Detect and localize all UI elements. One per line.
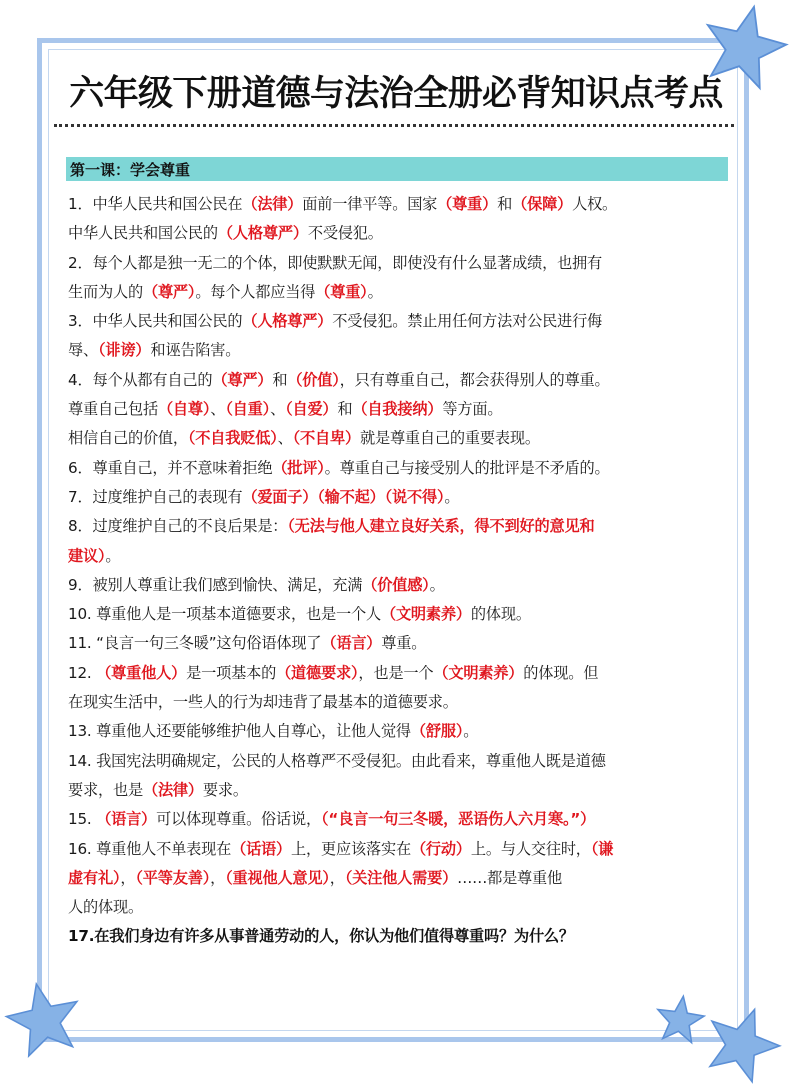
text-line: [68, 542, 730, 571]
answer-text: （道德要求）: [276, 663, 359, 682]
answer-text: （价值感）: [362, 575, 430, 594]
answer-text: （话语）: [231, 839, 292, 858]
text-line: [68, 366, 730, 395]
answer-text: （自尊）: [157, 400, 211, 419]
body-text: 的体现。但: [523, 663, 599, 682]
body-text: 13. 尊重他人还要能够维护他人自尊心，让他人觉得: [68, 722, 411, 741]
body-text: 、: [270, 400, 286, 419]
body-text: 4．每个从都有自己的: [68, 370, 213, 389]
body-text: 11. “良言一句三冬暖”这句俗语体现了: [68, 634, 322, 653]
body-text: ……都是尊重他: [457, 868, 563, 887]
answer-text: （无法与他人建立良好关系，得不到好的意见和: [287, 517, 595, 536]
answer-text: （诽谤）: [97, 341, 151, 360]
answer-text: （尊严）: [212, 370, 273, 389]
answer-text: （法律）: [142, 780, 203, 799]
body-text: 。尊重自己与接受别人的批评是不矛盾的。: [324, 458, 610, 477]
text-line: [68, 512, 730, 541]
body-text: 10. 尊重他人是一项基本道德要求，也是一个人: [68, 605, 381, 624]
body-text: 和: [337, 400, 353, 419]
body-text: 9．被别人尊重让我们感到愉快、满足，充满: [68, 575, 363, 594]
body-text: 。每个人都应当得: [195, 282, 316, 301]
body-text: 可以体现尊重。俗话说，: [156, 810, 322, 829]
answer-text: （不自卑）: [292, 429, 360, 448]
body-text: 。: [444, 487, 460, 506]
text-line: [68, 454, 730, 483]
answer-text: （尊重他人）: [96, 663, 187, 682]
text-line: [68, 307, 730, 336]
answer-text: （价值）: [287, 370, 340, 389]
body-text: 、: [277, 429, 293, 448]
body-text: 面前一律平等。国家: [302, 195, 438, 213]
body-text: 1．中华人民共和国公民在: [68, 195, 243, 213]
body-text: ，也是一个: [358, 663, 434, 682]
body-text: 7．过度维护自己的表现有: [68, 487, 243, 506]
body-text: 和诬告陷害。: [150, 341, 241, 360]
answer-text: （尊重）: [315, 282, 368, 301]
body-text: 就是尊重自己的重要表现。: [359, 429, 540, 448]
body-text: 上，更应该落实在: [291, 839, 411, 858]
answer-text: （谦: [590, 839, 614, 858]
answer-text: （保障）: [512, 195, 573, 213]
text-line: [68, 805, 730, 834]
text-line: [68, 278, 730, 307]
body-text: 的体现。: [470, 605, 531, 624]
body-text: 3．中华人民共和国公民的: [68, 312, 243, 331]
star-decoration-bottom-right: [702, 1004, 782, 1084]
answer-text: （人格尊严）: [242, 312, 333, 331]
answer-text: （爱面子）（输不起）（说不得）: [242, 487, 445, 506]
answer-text: （平等友善）: [135, 868, 211, 887]
body-text: 和: [272, 370, 288, 389]
text-line: [68, 717, 730, 746]
body-text: 。: [429, 575, 445, 594]
text-line: [68, 747, 730, 776]
body-text: ，: [329, 868, 345, 887]
text-line: [68, 864, 730, 893]
body-text: 上。与人交往时，: [470, 839, 591, 858]
body-text: 2．每个人都是独一无二的个体，即使默默无闻，即使没有什么显著成绩，也拥有: [68, 253, 603, 272]
text-line: [68, 571, 730, 600]
body-text: 要求。: [202, 780, 248, 799]
text-line: [68, 395, 730, 424]
text-line: [68, 835, 730, 864]
body-text: 辱、: [68, 341, 98, 360]
body-text: 人权。: [572, 195, 618, 213]
body-text: 16. 尊重他人不单表现在: [68, 839, 232, 858]
answer-text: （语言）: [96, 810, 157, 829]
answer-text: （舒服）: [410, 722, 464, 741]
section-title: 第一课：学会尊重: [70, 161, 191, 179]
body-text: ，: [120, 868, 136, 887]
body-text: 12.: [68, 663, 97, 682]
text-line: [68, 336, 730, 365]
body-text: 15.: [68, 810, 97, 829]
answer-text: （尊重）: [437, 195, 498, 213]
answer-text: （“良言一句三冬暖，恶语伤人六月寒。”）: [321, 810, 596, 829]
answer-text: （语言）: [321, 634, 382, 653]
answer-text: （文明素养）: [380, 605, 471, 624]
text-line: [68, 424, 730, 453]
body-text: 生而为人的: [68, 282, 143, 301]
text-line: [68, 629, 730, 658]
text-line: [68, 659, 730, 688]
star-decoration-bottom-left: [4, 980, 84, 1060]
body-text: 人的体现。: [68, 898, 143, 917]
answer-text: （法律）: [242, 195, 303, 213]
text-line: [68, 483, 730, 512]
body-text: 不受侵犯。: [307, 224, 383, 243]
body-text: 中华人民共和国公民的: [68, 224, 218, 243]
answer-text: （文明素养）: [433, 663, 524, 682]
answer-text: （重视他人意见）: [225, 868, 330, 887]
text-line: [68, 688, 730, 717]
body-text: 不受侵犯。禁止用任何方法对公民进行侮: [332, 312, 603, 331]
body-text: 14. 我国宪法明确规定，公民的人格尊严不受侵犯。由此看来，尊重他人既是道德: [68, 751, 606, 770]
answer-text: （自重）: [225, 400, 271, 419]
text-line: [68, 922, 730, 951]
body-text: ，只有尊重自己，都会获得别人的尊重。: [339, 370, 610, 389]
body-text: 要求，也是: [68, 780, 143, 799]
star-decoration-bottom-right-small: [654, 994, 706, 1046]
body-text: 尊重。: [381, 634, 427, 653]
answer-text: 虚有礼）: [68, 868, 121, 887]
answer-text: （自爱）: [285, 400, 338, 419]
body-text: 和: [497, 195, 513, 213]
body-text: 在现实生活中，一些人的行为却违背了最基本的道德要求。: [68, 693, 458, 712]
body-text: 8．过度维护自己的不良后果是：: [68, 517, 288, 536]
answer-text: （行动）: [410, 839, 471, 858]
answer-text: （不自我贬低）: [187, 429, 278, 448]
body-text: 尊重自己包括: [68, 400, 158, 419]
body-text: 等方面。: [442, 400, 503, 419]
answer-text: （关注他人需要）: [344, 868, 458, 887]
body-text: 。: [105, 546, 121, 565]
text-line: [68, 893, 730, 922]
question-text: 17.在我们身边有许多从事普通劳动的人，你认为他们值得尊重吗？为什么？: [68, 927, 574, 946]
answer-text: （尊严）: [142, 282, 196, 301]
text-line: [68, 776, 730, 805]
text-line: [68, 219, 730, 248]
body-text: ，: [210, 868, 226, 887]
title-divider: [54, 124, 734, 127]
text-line: [68, 600, 730, 629]
answer-text: 建议）: [68, 546, 106, 565]
body-text: 、: [210, 400, 226, 419]
page-title: 六年级下册道德与法治全册必背知识点考点: [69, 74, 723, 114]
text-line: [68, 190, 730, 219]
body-text: 。: [367, 282, 383, 301]
text-line: [68, 249, 730, 278]
body-text: 。: [463, 722, 479, 741]
body-text: 是一项基本的: [186, 663, 277, 682]
answer-text: （批评）: [272, 458, 325, 477]
answer-text: （人格尊严）: [217, 224, 308, 243]
body-text: 6．尊重自己，并不意味着拒绝: [68, 458, 273, 477]
body-text: 相信自己的价值，: [68, 429, 188, 448]
knowledge-points-list: [68, 190, 730, 952]
answer-text: （自我接纳）: [352, 400, 443, 419]
